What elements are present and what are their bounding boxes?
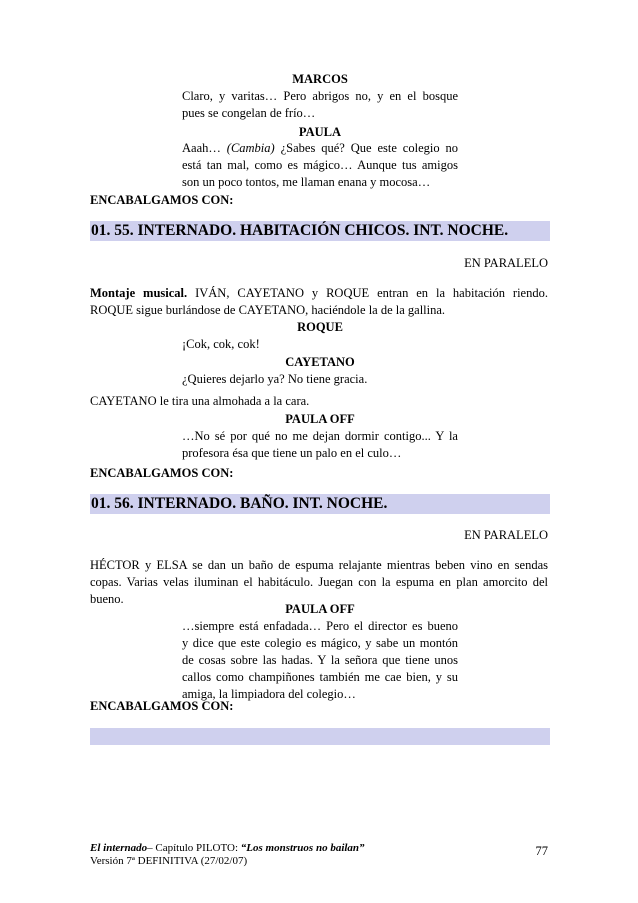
dialogue	[182, 428, 458, 462]
action	[90, 393, 548, 410]
dialogue	[182, 618, 458, 703]
dialogue	[182, 336, 458, 353]
dialogue-line: está tan mal, como es mágico… Aunque tus amigos	[182, 158, 458, 172]
parallel-note: EN PARALELO	[464, 256, 548, 270]
character-name: PAULA	[298, 125, 342, 139]
dialogue-line: profesora ésa que tiene un palo en el culo…	[182, 446, 402, 460]
footer-version: Versión 7ª DEFINITIVA (27/02/07)	[90, 855, 248, 867]
dialogue-line: pues se congelan de frío…	[182, 106, 316, 120]
dialogue-line	[182, 140, 458, 157]
action	[90, 285, 548, 319]
page-footer	[90, 842, 365, 868]
scene-heading-text: 01. 56. INTERNADO. BAÑO. INT. NOCHE.	[91, 495, 388, 512]
character-name: CAYETANO	[285, 355, 355, 369]
dialogue-text: Aaah…	[182, 141, 227, 155]
action-line	[90, 285, 548, 302]
dialogue-line: amiga, la limpiadora del colegio…	[182, 687, 356, 701]
dialogue	[182, 88, 458, 122]
transition: ENCABALGAMOS CON:	[90, 699, 234, 713]
dialogue-text: ¿Sabes qué? Que este colegio no	[274, 141, 458, 155]
dialogue-line: son un poco tontos, me llaman enana y mocosa…	[182, 175, 431, 189]
footer-separator: – Capítulo PILOTO:	[147, 842, 241, 854]
action-line: CAYETANO le tira una almohada a la cara.	[90, 394, 310, 408]
parenthetical: (Cambia)	[226, 141, 275, 155]
character-name: PAULA OFF	[285, 602, 355, 616]
dialogue	[182, 140, 458, 191]
footer-series-title: El internado	[90, 842, 148, 854]
scene-heading	[90, 494, 550, 514]
action	[90, 557, 548, 608]
dialogue-line: Claro, y varitas… Pero abrigos no, y en el bosque	[182, 89, 458, 103]
dialogue-line: y dice que este colegio es mágico, y sabe un montón	[182, 636, 458, 650]
dialogue-line: ¡Cok, cok, cok!	[182, 337, 260, 351]
dialogue-line: de cosas sobre las hadas. Y la señora que tiene unos	[182, 653, 458, 667]
character-name: ROQUE	[297, 320, 343, 334]
action-emphasis: Montaje musical.	[90, 286, 188, 300]
character-name: PAULA OFF	[285, 412, 355, 426]
character-name: MARCOS	[292, 72, 348, 86]
footer-line	[90, 842, 365, 855]
dialogue	[182, 371, 458, 388]
transition: ENCABALGAMOS CON:	[90, 193, 234, 207]
scene-heading-text: 01. 55. INTERNADO. HABITACIÓN CHICOS. INT. NOCHE.	[91, 222, 509, 239]
parallel-note: EN PARALELO	[464, 528, 548, 542]
action-line: copas. Varias velas iluminan el habitáculo. Juegan con la espuma en plan amorcito del	[90, 575, 548, 589]
action-line: bueno.	[90, 592, 124, 606]
page-number: 77	[535, 844, 548, 858]
dialogue-line: …No sé por qué no me dejan dormir contigo... Y la	[182, 429, 458, 443]
footer-episode-title: “Los monstruos no bailan”	[240, 842, 365, 854]
dialogue-line: …siempre está enfadada… Pero el director es bueno	[182, 619, 458, 633]
action-line: HÉCTOR y ELSA se dan un baño de espuma relajante mientras beben vino en sendas	[90, 558, 548, 572]
empty-scene-heading-bar	[90, 728, 550, 745]
dialogue-line: callos como champiñones también me cae bien, y su	[182, 670, 458, 684]
transition: ENCABALGAMOS CON:	[90, 466, 234, 480]
action-text: IVÁN, CAYETANO y ROQUE entran en la habitación riendo.	[187, 286, 548, 300]
action-line: ROQUE sigue burlándose de CAYETANO, haciéndole la de la gallina.	[90, 303, 446, 317]
scene-heading	[90, 221, 550, 241]
dialogue-line: ¿Quieres dejarlo ya? No tiene gracia.	[182, 372, 368, 386]
